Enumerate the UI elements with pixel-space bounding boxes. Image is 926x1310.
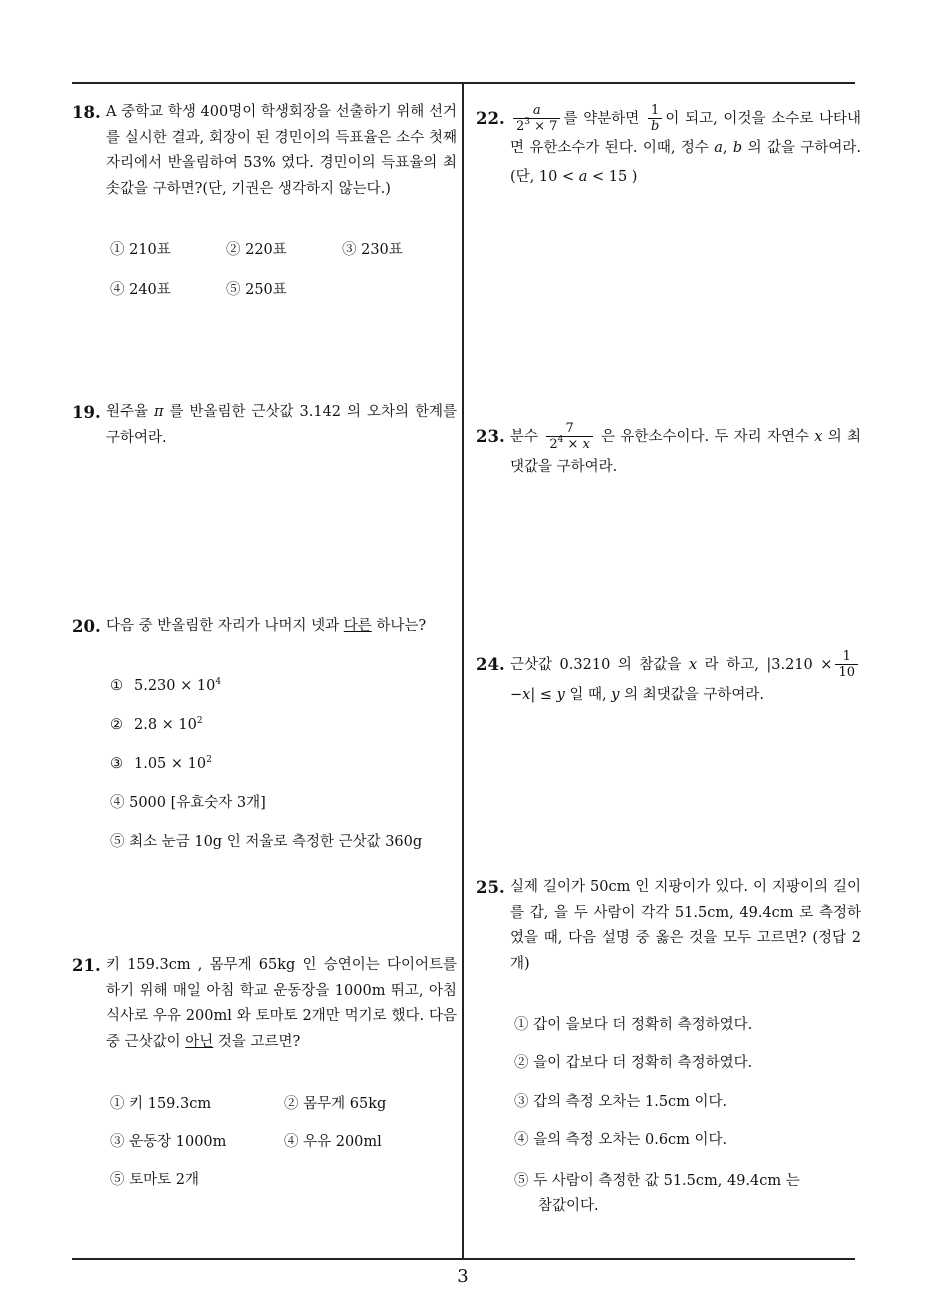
choice-4[interactable]: ④ 을의 측정 오차는 0.6cm 이다. <box>514 1132 728 1148</box>
choice-4[interactable]: ④ 우유 200ml <box>284 1134 382 1150</box>
choice-3[interactable]: ③ 갑의 측정 오차는 1.5cm 이다. <box>514 1094 728 1110</box>
question-text: 분수 $\frac{7}{2^4 \times x}$ 은 유한소수이다. 두 자리 자연수 x 의 최댓값을 구하여라. <box>510 421 862 475</box>
question-number: 25. <box>476 878 505 897</box>
question-25 <box>476 875 861 977</box>
question-text: A 중학교 학생 400명이 학생회장을 선출하기 위해 선거를 실시한 결과, 회장이 된 경민이의 득표율은 소수 첫째자리에서 반올림하여 53% 였다. 경민이의 득표율의 최솟값을 구하면?(단, 기권은 생각하지 않는다.) <box>106 104 457 197</box>
column-divider <box>462 83 464 1259</box>
question-text: 원주율 π 를 반올림한 근삿값 3.142 의 오차의 한계를 구하여라. <box>106 404 458 446</box>
question-number: 24. <box>476 655 505 674</box>
emphasis-underline: 다른 <box>343 618 372 634</box>
choice-4[interactable]: ④ 240표 <box>110 282 171 298</box>
choice-1[interactable]: ① $5.230 \times 10^4$ <box>110 677 222 694</box>
choice-2[interactable]: ② 220표 <box>226 242 287 258</box>
question-24 <box>476 650 861 710</box>
choice-1[interactable]: ① 갑이 을보다 더 정확히 측정하였다. <box>514 1017 753 1033</box>
question-number: 18. <box>72 103 101 122</box>
emphasis-underline: 아닌 <box>185 1033 214 1050</box>
fraction: $\frac{7}{2^4 \times x}$ <box>546 422 593 452</box>
question-21 <box>72 953 457 1055</box>
question-text: $\frac{a}{2^3 \times 7}$ 를 약분하면 $\frac{1}{b}$ 이 되고, 이것을 소수로 나타내면 유한소수가 된다. 이때, 정수 a, b 의 값을 구하여라.(단, 10 < a < 15 ) <box>510 103 862 185</box>
choice-3[interactable]: ③ 230표 <box>342 242 403 258</box>
choice-2[interactable]: ② 몸무게 65kg <box>284 1096 387 1112</box>
question-22 <box>476 104 861 192</box>
choice-3[interactable]: ③ $1.05 \times 10^2$ <box>110 755 212 772</box>
question-number: 20. <box>72 617 101 636</box>
question-number: 21. <box>72 956 101 975</box>
question-text: 실제 길이가 50cm 인 지팡이가 있다. 이 지팡이의 길이를 갑, 을 두 사람이 각각 51.5cm, 49.4cm 로 측정하였을 때, 다음 설명 중 옳은 것을 모두 고르면? (정답 2개) <box>510 879 861 972</box>
question-number: 19. <box>72 403 101 422</box>
fraction: $\frac{1}{b}$ <box>648 104 662 134</box>
top-rule <box>72 82 855 84</box>
question-text: 키 159.3cm , 몸무게 65kg 인 승연이는 다이어트를 하기 위해 매일 아침 학교 운동장을 1000m 뛰고, 아침식사로 우유 200ml 와 토마토 2개만 먹기로 했다. 다음 중 근삿값이 아닌 것을 고르면? <box>106 957 457 1050</box>
question-23 <box>476 422 861 482</box>
choice-5[interactable]: ⑤ 토마토 2개 <box>110 1172 199 1188</box>
choice-5[interactable]: ⑤ 두 사람이 측정한 값 51.5cm, 49.4cm 는 참값이다. <box>514 1173 800 1214</box>
fraction: $\frac{1}{10}$ <box>835 650 858 680</box>
fraction: $\frac{a}{2^3 \times 7}$ <box>513 104 560 134</box>
choice-5[interactable]: ⑤ 250표 <box>226 282 287 298</box>
choice-5[interactable]: ⑤ 최소 눈금 10g 인 저울로 측정한 근삿값 360g <box>110 834 423 850</box>
choice-1[interactable]: ① 210표 <box>110 242 171 258</box>
question-text: 근삿값 0.3210 의 참값을 x 라 하고, |3.210 × $\frac{1}{10}$ −x| ≤ y 일 때, y 의 최댓값을 구하여라. <box>510 650 861 710</box>
choice-4[interactable]: ④ 5000 [유효숫자 3개] <box>110 795 266 811</box>
question-19 <box>72 400 457 451</box>
choice-2[interactable]: ② $2.8 \times 10^2$ <box>110 716 203 733</box>
page-number: 3 <box>457 1266 469 1287</box>
bottom-rule <box>72 1258 855 1260</box>
question-text: 다음 중 반올림한 자리가 나머지 넷과 다른 하나는? <box>106 618 427 634</box>
choice-2[interactable]: ② 을이 갑보다 더 정확히 측정하였다. <box>514 1055 753 1071</box>
question-number: 23. <box>476 427 505 446</box>
choice-3[interactable]: ③ 운동장 1000m <box>110 1134 227 1150</box>
choice-1[interactable]: ① 키 159.3cm <box>110 1096 212 1112</box>
question-18 <box>72 100 457 202</box>
question-20 <box>72 614 457 640</box>
question-number: 22. <box>476 109 505 128</box>
